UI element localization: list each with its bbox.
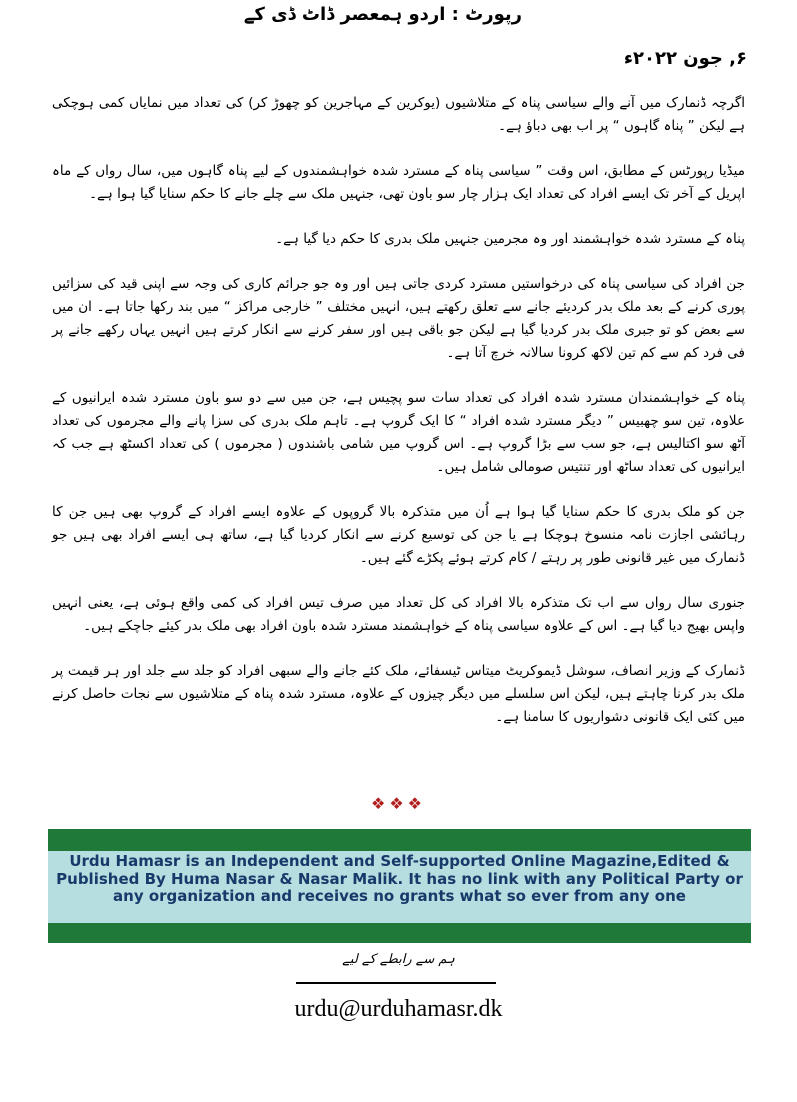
report-byline: رپورٹ : اردو ہمعصر ڈاٹ ڈی کے bbox=[243, 4, 522, 25]
contact-label: ہم سے رابطے کے لیے bbox=[342, 952, 455, 967]
paragraph: پناہ کے مسترد شدہ خواہشمند اور وہ مجرمین جنہیں ملک بدری کا حکم دیا گیا ہے۔ bbox=[275, 231, 745, 247]
paragraph: ڈنمارک کے وزیر انصاف، سوشل ڈیموکریٹ میتاس ٹیسفائے، ملک کئے جانے والے سبھی افراد کو جلد سے جلد اور ہر قیمت پر ملک بدر کرنا چاہتے ہیں، لیکن اس سلسلے میں دیگر چیزوں کے علاوہ، مسترد شدہ پناہ کے متلاشیوں سے نجات حاصل کرنے میں کئی ایک قانونی دشواریوں کا سامنا ہے۔ bbox=[52, 663, 745, 725]
article-body bbox=[52, 92, 745, 751]
paragraph: میڈیا رپورٹس کے مطابق، اس وقت ” سیاسی پناہ کے مسترد شدہ خواہشمندوں کے لیے پناہ گاہوں میں، سال رواں کے ماہ اپریل کے آخر تک ایسے افراد کی تعداد ایک ہزار چار سو باون تھی، جنہیں ملک سے چلے جانے کا حکم سنایا گیا ہوا ہے۔ bbox=[52, 163, 745, 202]
disclaimer-text: Urdu Hamasr is an Independent and Self-supported Online Magazine,Edited & Published By Huma Nasar & Nasar Malik. It has no link with any Political Party or any organization and receives no grants what so ever from any one bbox=[48, 851, 751, 923]
article-date: ۶, جون ۲۰۲۲ء bbox=[623, 48, 747, 69]
paragraph: پناہ کے خواہشمندان مسترد شدہ افراد کی تعداد سات سو پچیس ہے، جن میں سے دو سو باون مسترد شدہ ایرانیوں کے علاوہ، تین سو چھبیس ” دیگر مسترد شدہ افراد “ کا ایک گروپ ہے۔ تاہم ملک بدری کی سزا پانے والے مجرموں کی تعداد آٹھ سو اکتالیس ہے، جو سب سے بڑا گروپ ہے۔ اس گروپ میں شامی باشندوں ( مجرموں ) کی تعداد اکسٹھ ہے جب کہ ایرانیوں کی تعداد ساٹھ اور تنتیس صومالی شامل ہیں۔ bbox=[52, 390, 745, 475]
disclaimer-banner bbox=[48, 829, 751, 943]
paragraph: جنوری سال رواں سے اب تک متذکرہ بالا افراد کی کل تعداد میں صرف تیس افراد کی کمی واقع ہوئی ہے، یعنی انہیں واپس بھیج دیا گیا ہے۔ اس کے علاوہ سیاسی پناہ کے خواہشمند مسترد شدہ باون افراد بھی ملک بدر کیئے جاچکے ہیں۔ bbox=[52, 595, 745, 634]
paragraph: اگرچہ ڈنمارک میں آنے والے سیاسی پناہ کے متلاشیوں (یوکرین کے مہاجرین کو چھوڑ کر) کی تعداد میں نمایاں کمی ہوچکی ہے لیکن ” پناہ گاہوں “ پر اب بھی دباؤ ہے۔ bbox=[52, 95, 745, 134]
paragraph: جن کو ملک بدری کا حکم سنایا گیا ہوا ہے اُن میں متذکرہ بالا گروپوں کے علاوہ ایسے افراد کے گروپ بھی ہیں جن کا رہائشی اجازت نامہ منسوخ ہوچکا ہے یا جن کی توسیع کرنے سے انکار کردیا گیا ہے، ساتھ ہی ایسے افراد بھی ہیں جو ڈنمارک میں غیر قانونی طور پر رہتے / کام کرتے ہوئے پکڑے گئے ہیں۔ bbox=[52, 504, 745, 566]
contact-divider bbox=[296, 982, 496, 984]
ornament-divider-icon: ❖❖❖ bbox=[370, 794, 427, 813]
contact-email: urdu@urduhamasr.dk bbox=[294, 996, 503, 1022]
paragraph: جن افراد کی سیاسی پناہ کی درخواستیں مسترد کردی جاتی ہیں اور وہ جو جرائم کاری کی وجہ سے اپنی قید کی سزائیں پوری کرنے کے بعد ملک بدر کردیئے جانے سے تعلق رکھتے ہیں، انہیں مختلف ” خارجی مراکز “ میں بند رکھا جاتا ہے۔ ان میں سے بعض کو تو جبری ملک بدر کردیا گیا ہے لیکن جو باقی ہیں اور سفر کرنے سے انکار کرتے ہیں انہیں یہاں رکھے جانے پر فی فرد کم سے کم تین لاکھ کرونا سالانہ خرچ آتا ہے۔ bbox=[52, 276, 745, 361]
